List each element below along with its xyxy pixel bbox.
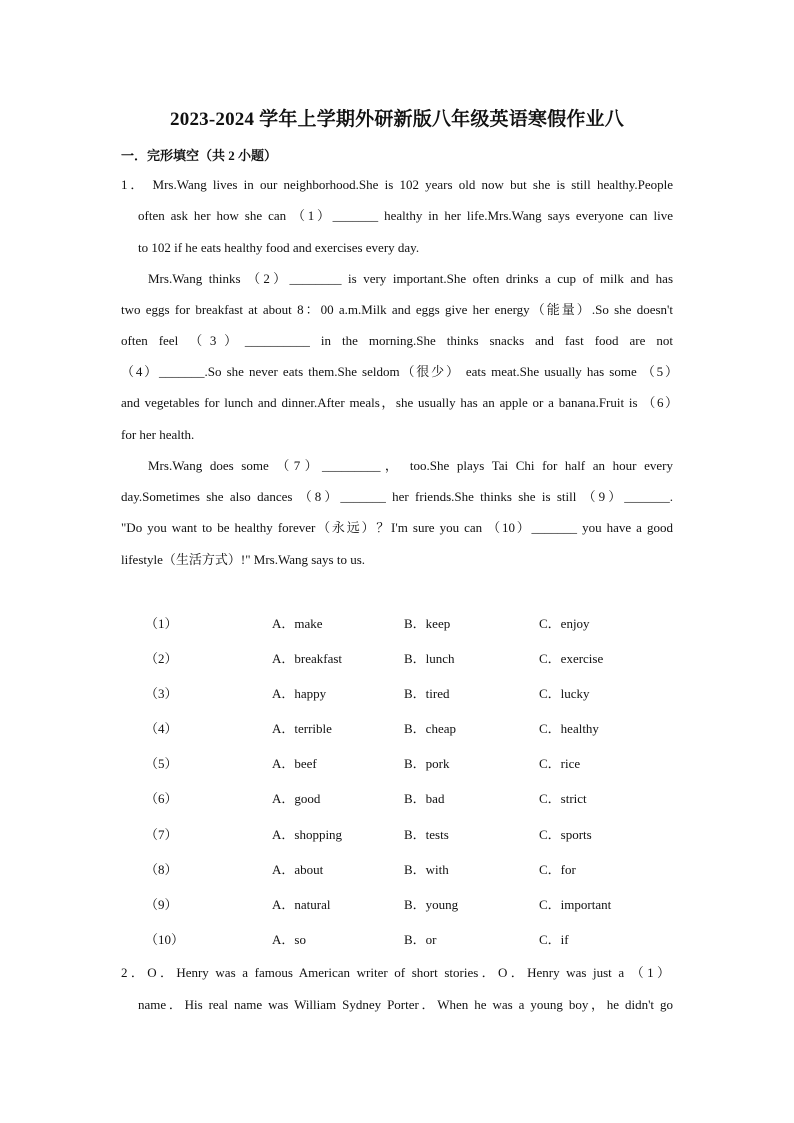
option-b: B．bad <box>404 791 445 806</box>
option-a: A．so <box>272 932 306 947</box>
option-c: C．sports <box>539 827 592 842</box>
option-a: A．breakfast <box>272 651 343 666</box>
option-a: A．beef <box>272 756 317 771</box>
option-c: C．healthy <box>539 721 599 736</box>
option-number: （6） <box>145 791 178 806</box>
option-a: A．good <box>272 791 321 806</box>
q1-line-2: often ask her how she can （1）_______ healthy in her life.Mrs.Wang says everyone can live <box>138 208 673 223</box>
option-c: C．strict <box>539 791 587 806</box>
option-a: A．about <box>272 862 324 877</box>
q1-line-1: 1． Mrs.Wang lives in our neighborhood.She is 102 years old now but she is still healthy.People <box>121 177 673 192</box>
q1-line-5: two eggs for breakfast at about 8：00 a.m.Milk and eggs give her energy（能量）.So she doesn't <box>121 302 673 317</box>
option-b: B．or <box>404 932 437 947</box>
option-number: （8） <box>145 862 178 877</box>
option-number: （1） <box>145 616 178 631</box>
q1-line-11: day.Sometimes she also dances （8）_______ her friends.She thinks she is still （9）_______. <box>121 489 673 504</box>
option-b: B．tired <box>404 686 450 701</box>
option-number: （2） <box>145 651 178 666</box>
option-b: B．keep <box>404 616 451 631</box>
q2-line-1: 2．O．Henry was a famous American writer of short stories．O．Henry was just a （1） <box>121 965 670 980</box>
option-b: B．cheap <box>404 721 456 736</box>
option-number: （5） <box>145 756 178 771</box>
section-heading: 一．完形填空（共 2 小题） <box>121 148 278 163</box>
option-c: C．lucky <box>539 686 590 701</box>
option-number: （4） <box>145 721 178 736</box>
option-a: A．natural <box>272 897 331 912</box>
q1-line-10: Mrs.Wang does some （7）_________， too.She plays Tai Chi for half an hour every <box>148 458 673 473</box>
page-title: 2023-2024 学年上学期外研新版八年级英语寒假作业八 <box>170 109 624 130</box>
option-b: B．pork <box>404 756 450 771</box>
option-b: B．tests <box>404 827 449 842</box>
q1-line-3: to 102 if he eats healthy food and exercises every day. <box>138 240 420 255</box>
option-c: C．rice <box>539 756 581 771</box>
q1-line-12: "Do you want to be healthy forever（永远）？I'm sure you can （10）_______ you have a good <box>121 520 673 535</box>
q1-line-9: for her health. <box>121 427 195 442</box>
option-c: C．exercise <box>539 651 604 666</box>
option-a: A．terrible <box>272 721 332 736</box>
option-number: （3） <box>145 686 178 701</box>
q2-line-2: name．His real name was William Sydney Porter．When he was a young boy，he didn't go <box>138 997 673 1012</box>
option-a: A．shopping <box>272 827 343 842</box>
q1-line-13: lifestyle（生活方式）!" Mrs.Wang says to us. <box>121 552 366 567</box>
q1-line-6: often feel （3）__________ in the morning.She thinks snacks and fast food are not <box>121 333 673 348</box>
option-a: A．happy <box>272 686 327 701</box>
option-a: A．make <box>272 616 323 631</box>
option-number: （9） <box>145 897 178 912</box>
option-b: B．young <box>404 897 459 912</box>
option-b: B．lunch <box>404 651 455 666</box>
q1-line-7: （4）_______.So she never eats them.She seldom（很少） eats meat.She usually has some （5） <box>121 364 678 379</box>
option-c: C．for <box>539 862 576 877</box>
option-c: C．important <box>539 897 612 912</box>
option-number: （7） <box>145 827 178 842</box>
option-b: B．with <box>404 862 449 877</box>
q1-line-4: Mrs.Wang thinks （2）________ is very important.She often drinks a cup of milk and has <box>148 271 673 286</box>
option-number: （10） <box>145 932 185 947</box>
option-c: C．if <box>539 932 569 947</box>
option-c: C．enjoy <box>539 616 590 631</box>
q1-line-8: and vegetables for lunch and dinner.After meals，she usually has an apple or a banana.Fruit is （6） <box>121 395 678 410</box>
